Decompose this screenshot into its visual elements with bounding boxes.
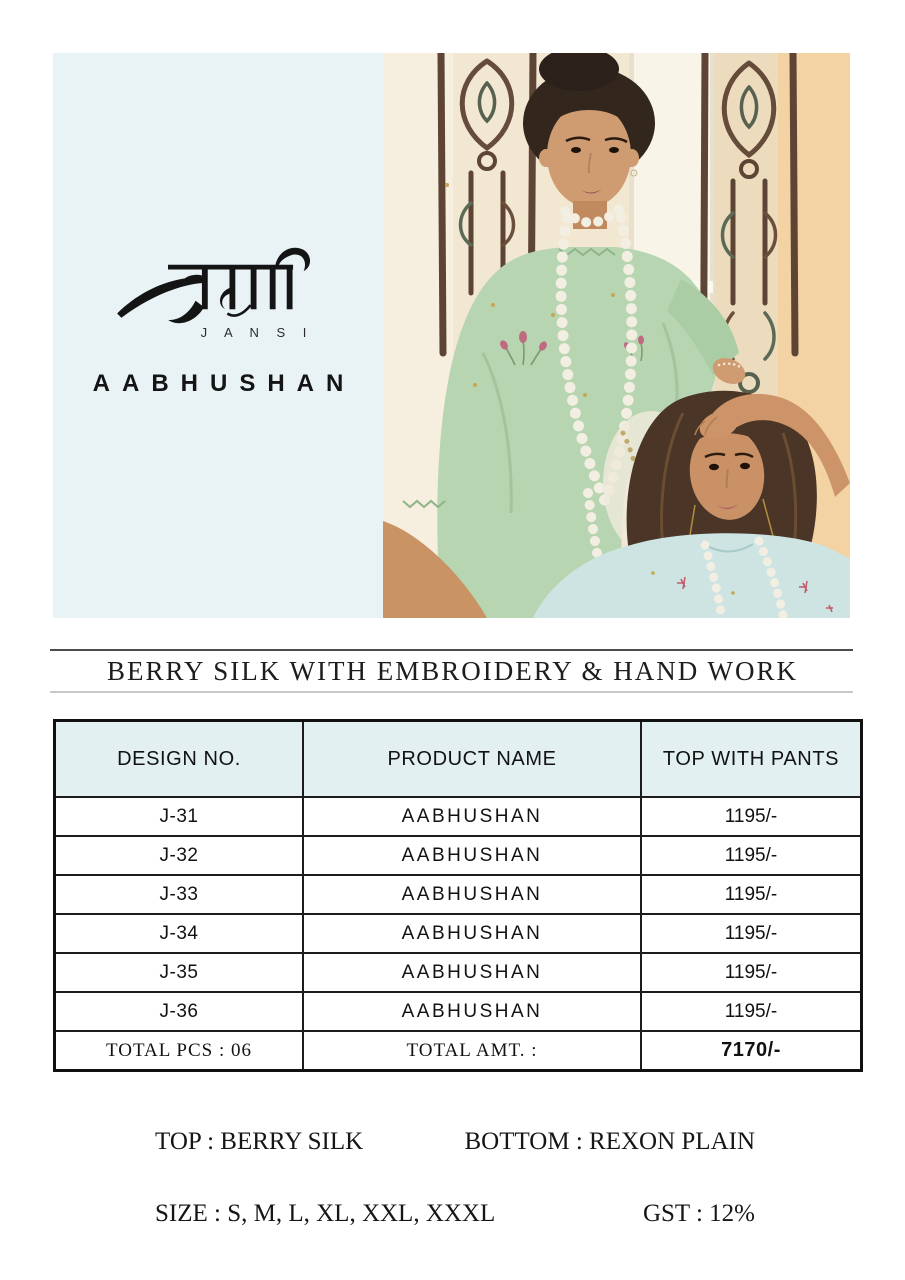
total-amt-label: TOTAL AMT. : [303, 1031, 641, 1071]
footer-row-fabrics [155, 1126, 755, 1158]
header-product-name: PRODUCT NAME [303, 721, 641, 798]
price-cell: 1195/- [641, 953, 862, 992]
brand-name: AABHUSHAN [92, 370, 356, 397]
total-amount: 7170/- [641, 1031, 862, 1071]
models-photo-illustration [383, 53, 850, 618]
product-name-cell: AABHUSHAN [303, 914, 641, 953]
price-table [53, 719, 863, 1072]
design-no-cell: J-36 [55, 992, 304, 1031]
logo-block [53, 245, 383, 398]
fabric-banner-title: BERRY SILK WITH EMBROIDERY & HAND WORK [106, 656, 798, 686]
catalog-photo [383, 53, 850, 618]
product-name-cell: AABHUSHAN [303, 797, 641, 836]
table-header-row [55, 721, 862, 798]
footer-details [155, 1126, 755, 1230]
product-name-cell: AABHUSHAN [303, 953, 641, 992]
footer-row-size-gst [155, 1198, 755, 1230]
table-row [55, 797, 862, 836]
design-no-cell: J-32 [55, 836, 304, 875]
total-pcs-label: TOTAL PCS : 06 [55, 1031, 304, 1071]
banner-divider-bottom [50, 691, 853, 693]
table-row [55, 914, 862, 953]
brand-jansi-label: J A N S I [200, 325, 314, 340]
price-cell: 1195/- [641, 875, 862, 914]
banner-divider-top [50, 649, 853, 651]
design-no-cell: J-31 [55, 797, 304, 836]
header-design-no: DESIGN NO. [55, 721, 304, 798]
table-row [55, 875, 862, 914]
product-name-cell: AABHUSHAN [303, 875, 641, 914]
price-cell: 1195/- [641, 836, 862, 875]
product-name-cell: AABHUSHAN [303, 992, 641, 1031]
header-top-with-pants: TOP WITH PANTS [641, 721, 862, 798]
price-cell: 1195/- [641, 797, 862, 836]
price-cell: 1195/- [641, 992, 862, 1031]
footer-gst: GST : 12% [642, 1200, 755, 1227]
design-no-cell: J-34 [55, 914, 304, 953]
table-row [55, 953, 862, 992]
price-cell: 1195/- [641, 914, 862, 953]
table-total-row [55, 1031, 862, 1071]
footer-top-fabric: TOP : BERRY SILK [155, 1128, 364, 1155]
jansi-devanagari-logo-icon [115, 245, 327, 329]
brand-panel [53, 53, 383, 618]
table-row [55, 836, 862, 875]
design-no-cell: J-35 [55, 953, 304, 992]
product-name-cell: AABHUSHAN [303, 836, 641, 875]
table-row [55, 992, 862, 1031]
footer-sizes: SIZE : S, M, L, XL, XXL, XXXL [155, 1200, 496, 1227]
design-no-cell: J-33 [55, 875, 304, 914]
footer-bottom-fabric: BOTTOM : REXON PLAIN [464, 1128, 755, 1155]
